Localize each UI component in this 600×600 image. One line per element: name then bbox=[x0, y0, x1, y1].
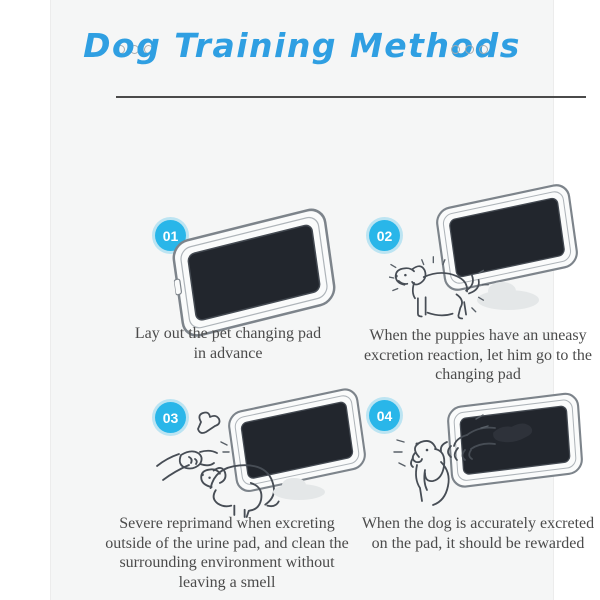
step-02 bbox=[353, 200, 600, 396]
step-number-badge bbox=[369, 220, 400, 251]
step-04 bbox=[353, 392, 600, 596]
step-number: 02 bbox=[376, 227, 393, 244]
step-caption: Severe reprimand when excreting outside of the urine pad, and clean the surrounding environment without leaving a smell bbox=[105, 515, 349, 591]
step-01 bbox=[107, 200, 359, 396]
step-caption: When the dog is accurately excreted on the pad, it should be rewarded bbox=[361, 515, 595, 552]
step-number: 03 bbox=[162, 409, 179, 426]
content-panel bbox=[50, 0, 595, 600]
page-title: Dog Training Methods bbox=[83, 26, 521, 65]
shadow-cloud-icon bbox=[273, 484, 325, 500]
three-dots-icon bbox=[451, 45, 488, 54]
crouching-puppy-icon bbox=[191, 452, 289, 522]
step-number: 04 bbox=[376, 407, 393, 424]
step-number: 01 bbox=[162, 227, 179, 244]
step-caption: When the puppies have an uneasy excretion reaction, let him go to the changing pad bbox=[364, 327, 592, 383]
title-divider bbox=[116, 96, 586, 98]
step-caption: Lay out the pet changing pad in advance bbox=[134, 325, 322, 362]
step-03 bbox=[101, 392, 353, 596]
petting-hand-puppy-icon bbox=[379, 412, 497, 517]
